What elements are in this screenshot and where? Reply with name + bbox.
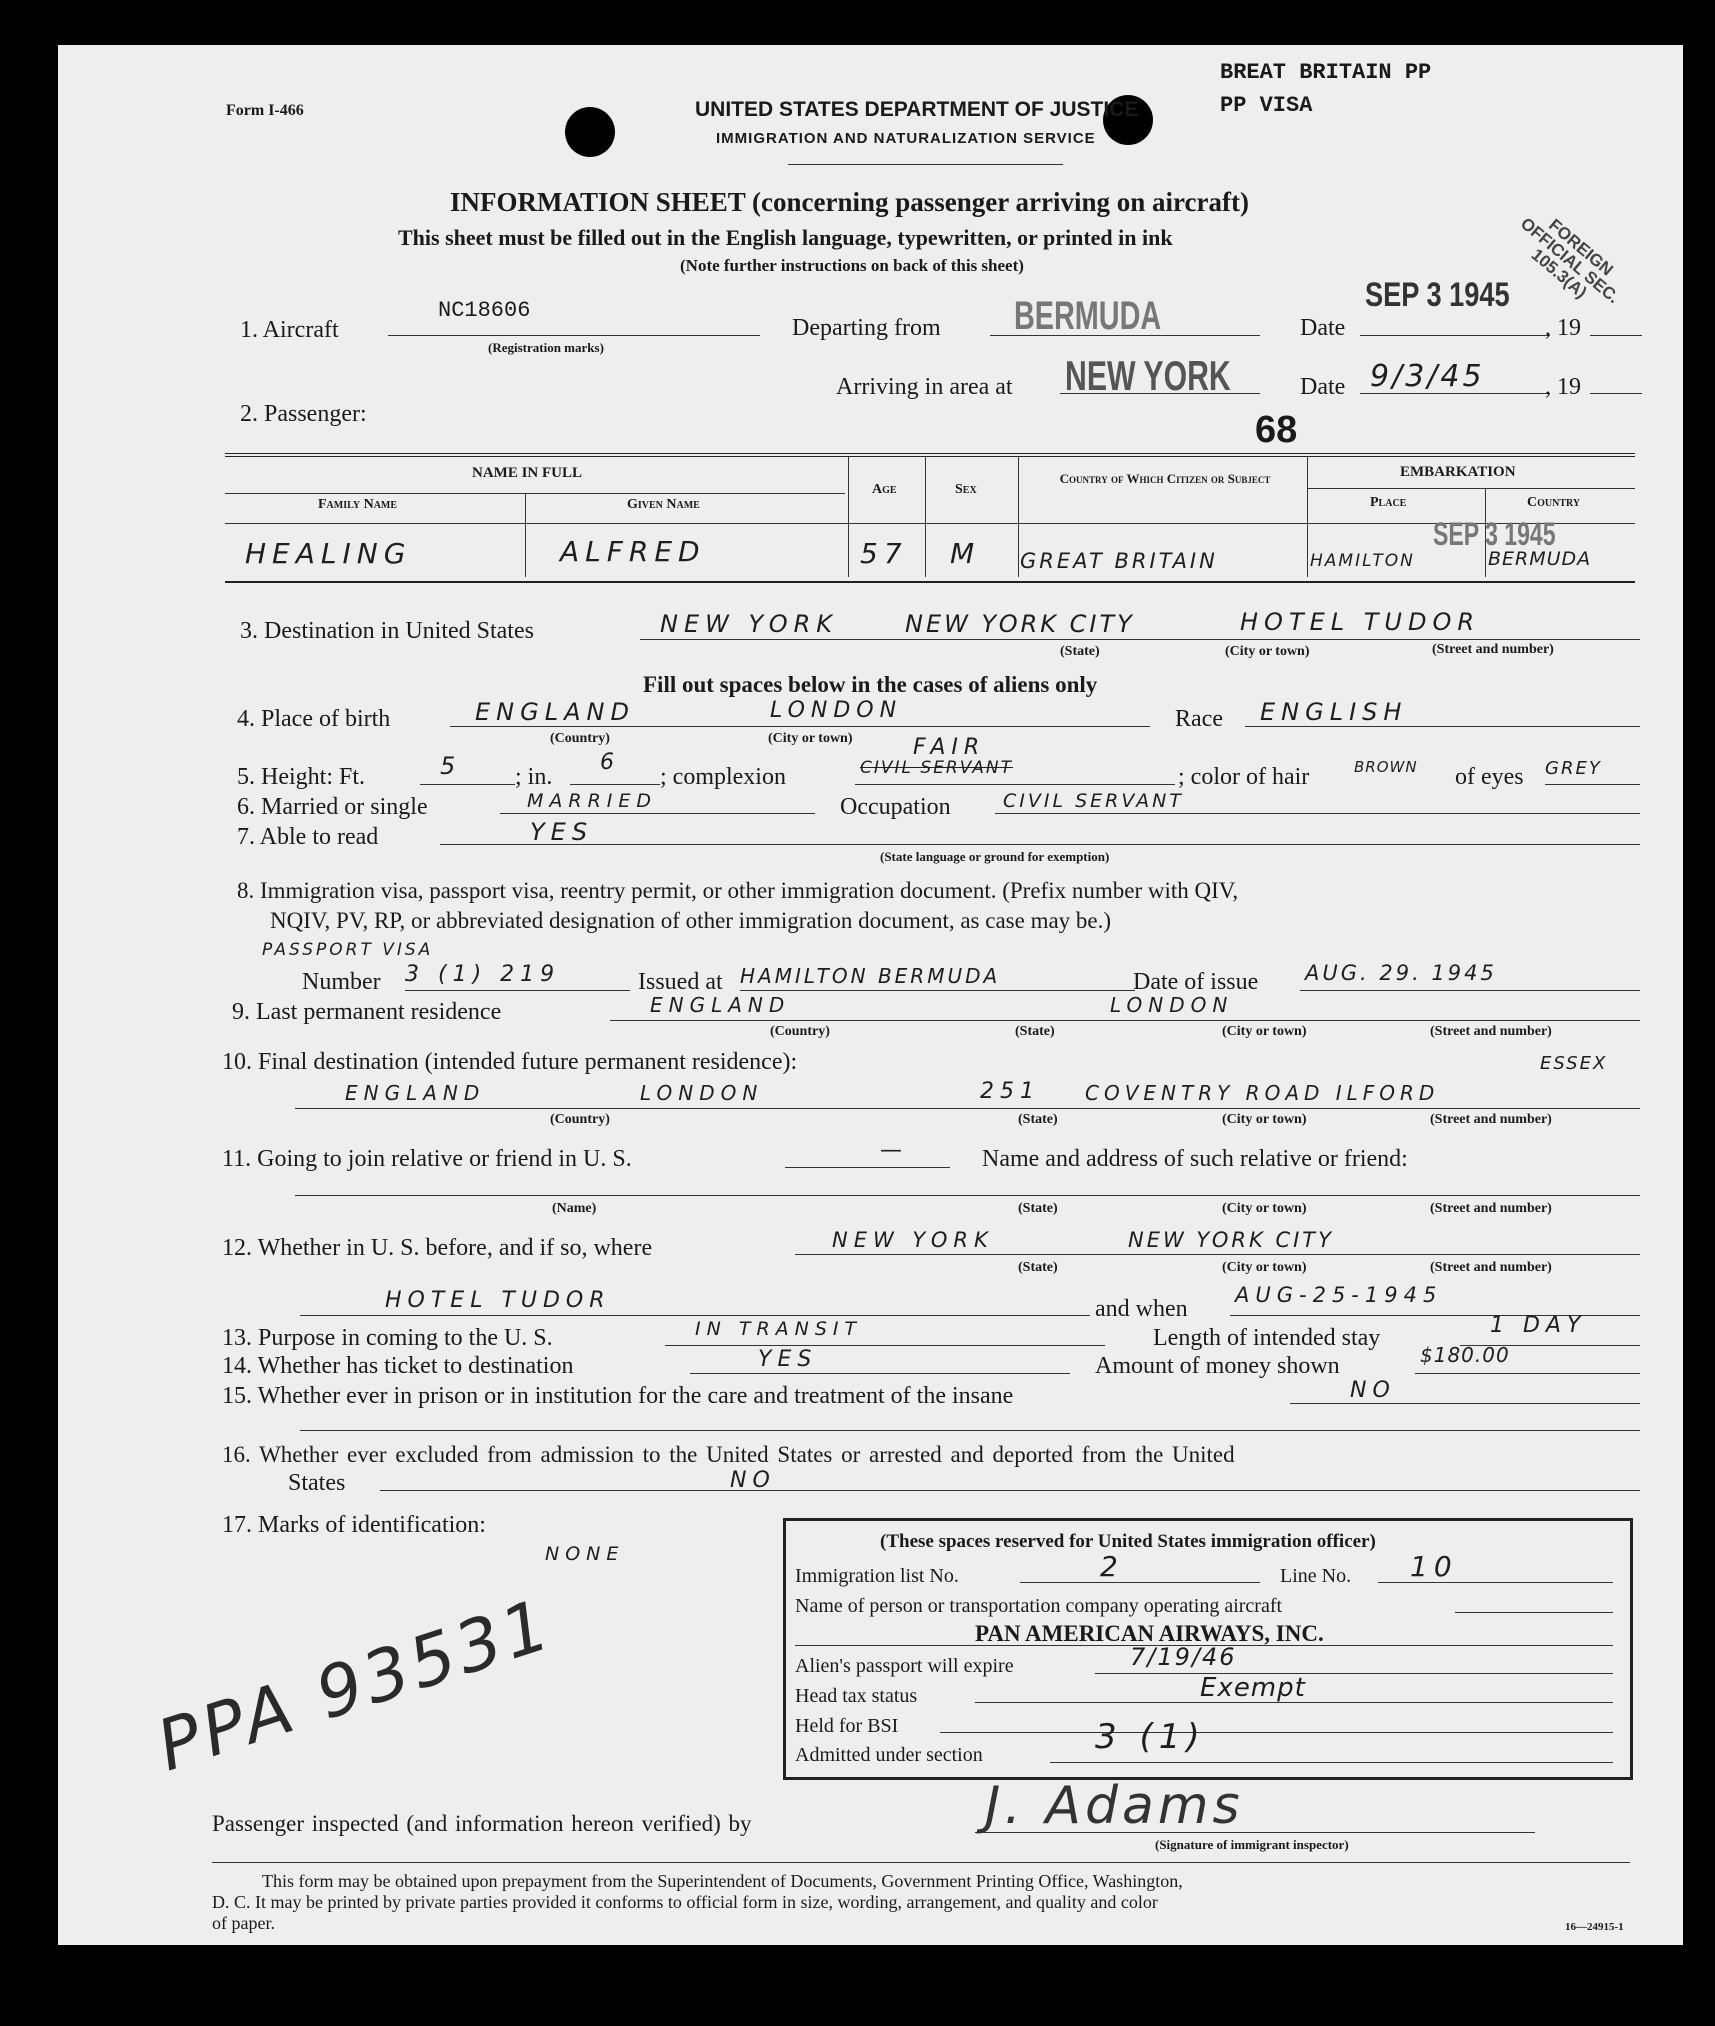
passenger-count: 68 [1255, 409, 1298, 451]
final-country-caption: (Country) [550, 1112, 610, 1127]
prison-extra-line [300, 1430, 1640, 1431]
tax-line [975, 1702, 1613, 1703]
before-street-line [300, 1315, 1090, 1316]
inspected-label: Passenger inspected (and information hereon verified) by [212, 1811, 752, 1836]
height-in-label: ; in. [515, 764, 553, 790]
family-name-header: Family Name [318, 497, 398, 512]
footer-line-1: This form may be obtained upon prepayment from the Superintendent of Documents, Government Printing Office, Washington, [262, 1871, 1183, 1891]
service-title: IMMIGRATION AND NATURALIZATION SERVICE [716, 130, 1096, 147]
before-when: AUG-25-1945 [1235, 1283, 1443, 1307]
sheet-title: INFORMATION SHEET (concerning passenger arriving on aircraft) [450, 187, 1249, 217]
table-embark-rule [1307, 488, 1635, 489]
list-line [1020, 1582, 1260, 1583]
destination-street-caption: (Street and number) [1432, 642, 1554, 657]
complexion-line [855, 784, 1175, 785]
embark-country-value: BERMUDA [1488, 548, 1592, 570]
sex-header: Sex [955, 482, 977, 497]
registration-caption: (Registration marks) [488, 340, 604, 355]
residence-street-caption: (Street and number) [1430, 1024, 1552, 1039]
join-name-label: Name and address of such relative or friend: [982, 1146, 1408, 1172]
document-number-line [405, 990, 630, 991]
join-label: 11. Going to join relative or friend in U. S. [222, 1146, 632, 1172]
hair-label: ; color of hair [1178, 764, 1310, 790]
final-city-caption: (City or town) [1222, 1112, 1307, 1127]
family-name-value: HEALING [245, 537, 412, 570]
birth-city: LONDON [770, 698, 903, 723]
issued-at-value: HAMILTON BERMUDA [740, 964, 1001, 988]
birth-line [450, 726, 1150, 727]
header-rule [788, 164, 1063, 165]
marks-side-note: PPA 93531 [147, 1582, 563, 1788]
destination-state: NEW YORK [660, 610, 839, 638]
line-label: Line No. [1280, 1565, 1352, 1587]
destination-state-caption: (State) [1060, 644, 1100, 659]
punch-hole-left [565, 107, 615, 157]
ticket-label: 14. Whether has ticket to destination [222, 1353, 574, 1379]
given-name-value: ALFRED [560, 535, 706, 568]
document-label-1: 8. Immigration visa, passport visa, reentry permit, or other immigration document. (Prefix number with QIV, [237, 878, 1239, 903]
excluded-label-1: 16. Whether ever excluded from admission to the United States or arrested and deported from the United [222, 1442, 1235, 1467]
prison-label: 15. Whether ever in prison or in institution for the care and treatment of the insane [222, 1383, 1014, 1409]
bsi-label: Held for BSI [795, 1715, 899, 1737]
citizen-value: GREAT BRITAIN [1020, 549, 1218, 573]
destination-line [640, 639, 1640, 640]
residence-country: ENGLAND [650, 993, 791, 1017]
ticket-line [690, 1373, 1070, 1374]
citizen-header: Country of Which Citizen or Subject [1059, 471, 1271, 486]
sheet-note: (Note further instructions on back of this sheet) [680, 256, 1024, 275]
marks-value: NONE [545, 1543, 625, 1565]
stay-label: Length of intended stay [1153, 1325, 1381, 1351]
arriving-value: NEW YORK [1065, 352, 1231, 399]
company-label: Name of person or transportation company operating aircraft [795, 1595, 1283, 1617]
prison-line [1290, 1403, 1640, 1404]
stay-value: 1 DAY [1490, 1313, 1587, 1338]
table-col-4 [1018, 457, 1019, 577]
document-number-label: Number [302, 969, 381, 995]
table-col-2 [848, 457, 849, 577]
department-title: UNITED STATES DEPARTMENT OF JUSTICE [695, 98, 1139, 121]
read-caption: (State language or ground for exemption) [880, 849, 1110, 864]
place-header: Place [1370, 495, 1407, 510]
aliens-heading: Fill out spaces below in the cases of aliens only [643, 672, 1098, 697]
join-address-line [295, 1195, 1640, 1196]
country-header: Country [1527, 495, 1581, 510]
residence-line [610, 1020, 1640, 1021]
before-street: HOTEL TUDOR [385, 1288, 611, 1313]
height-inches: 6 [600, 750, 620, 775]
final-city: 251 [980, 1079, 1040, 1104]
height-feet: 5 [440, 752, 462, 780]
footer-line-2: D. C. It may be printed by private parties provided it conforms to official form in size, wording, arrangement, and quality and color [212, 1892, 1158, 1912]
race-line [1245, 726, 1640, 727]
before-when-label: and when [1095, 1296, 1188, 1322]
arrival-date-line [1360, 393, 1550, 394]
aircraft-label: 1. Aircraft [240, 317, 339, 343]
table-header-rule [225, 523, 1635, 524]
sex-value: M [950, 537, 981, 570]
departing-label: Departing from [792, 315, 941, 341]
final-county: ESSEX [1540, 1053, 1608, 1074]
embarkation-header: EMBARKATION [1400, 464, 1516, 480]
aircraft-line [388, 335, 760, 336]
aircraft-registration: NC18606 [438, 298, 531, 323]
birth-country-caption: (Country) [550, 731, 610, 746]
departure-date-stamp: SEP 3 1945 [1365, 276, 1510, 314]
date-issue-line [1300, 990, 1640, 991]
complexion-label: ; complexion [660, 764, 786, 790]
footer-code: 16—24915-1 [1565, 1921, 1624, 1933]
destination-city: NEW YORK CITY [905, 610, 1135, 638]
destination-label: 3. Destination in United States [240, 618, 534, 644]
document-type: PASSPORT VISA [262, 940, 434, 960]
race-value: ENGLISH [1260, 698, 1408, 726]
passport-label: Alien's passport will expire [795, 1655, 1014, 1677]
admitted-line [1050, 1762, 1613, 1763]
passenger-label: 2. Passenger: [240, 401, 367, 427]
document-label-2: NQIV, PV, RP, or abbreviated designation of other immigration document, as case may be.) [270, 908, 1112, 933]
departing-value: BERMUDA [1014, 294, 1162, 338]
inspector-signature: J. Adams [985, 1776, 1244, 1836]
footer-rule [212, 1862, 1630, 1863]
complexion-struck: CIVIL SERVANT [860, 758, 1013, 778]
corner-line-2: PP VISA [1220, 93, 1313, 118]
join-city-caption: (City or town) [1222, 1201, 1307, 1216]
destination-street: HOTEL TUDOR [1240, 608, 1481, 636]
departure-year: , 19 [1545, 315, 1581, 341]
occupation-line [995, 813, 1640, 814]
final-state-caption: (State) [1018, 1112, 1058, 1127]
residence-city-caption: (City or town) [1222, 1024, 1307, 1039]
race-label: Race [1175, 706, 1223, 732]
marks-label: 17. Marks of identification: [222, 1512, 486, 1538]
passport-line [1095, 1673, 1613, 1674]
footer-line-3: of paper. [212, 1913, 275, 1933]
marital-line [500, 813, 815, 814]
marital-label: 6. Married or single [237, 794, 428, 820]
before-state-caption: (State) [1018, 1260, 1058, 1275]
signature-line [975, 1832, 1535, 1833]
height-inches-line [570, 784, 660, 785]
sheet-instruction: This sheet must be filled out in the English language, typewritten, or printed in ink [398, 225, 1173, 250]
height-feet-line [420, 784, 515, 785]
age-value: 57 [860, 537, 908, 570]
join-value: — [880, 1138, 908, 1163]
birth-country: ENGLAND [475, 698, 635, 726]
residence-state-caption: (State) [1015, 1024, 1055, 1039]
list-value: 2 [1100, 1550, 1124, 1583]
corner-line-1: BREAT BRITAIN PP [1220, 60, 1432, 85]
date-issue-value: AUG. 29. 1945 [1305, 961, 1497, 985]
occupation-value: CIVIL SERVANT [1003, 790, 1184, 812]
departure-date-label: Date [1300, 315, 1346, 341]
arrival-date-value: 9/3/45 [1370, 359, 1485, 394]
eyes-value: GREY [1545, 758, 1602, 779]
purpose-label: 13. Purpose in coming to the U. S. [222, 1325, 553, 1351]
embark-place-value: HAMILTON [1310, 551, 1415, 571]
arrival-year: , 19 [1545, 374, 1581, 400]
purpose-line [665, 1345, 1105, 1346]
join-street-caption: (Street and number) [1430, 1201, 1552, 1216]
before-city-caption: (City or town) [1222, 1260, 1307, 1275]
form-number: Form I-466 [226, 102, 304, 119]
residence-city: LONDON [1110, 993, 1234, 1017]
final-country: ENGLAND [345, 1081, 486, 1105]
tax-value: Exempt [1200, 1673, 1306, 1703]
before-state: NEW YORK [832, 1228, 994, 1252]
join-line [785, 1167, 950, 1168]
departure-year-line [1590, 335, 1642, 336]
join-name-caption: (Name) [552, 1201, 597, 1216]
line-value: 10 [1410, 1550, 1458, 1583]
ticket-value: YES [758, 1347, 818, 1372]
money-value: $180.00 [1420, 1343, 1510, 1367]
issued-at-label: Issued at [638, 969, 723, 995]
final-line [295, 1108, 1640, 1109]
excluded-value: NO [730, 1468, 776, 1493]
eyes-label: of eyes [1455, 764, 1524, 790]
hair-value: BROWN [1354, 758, 1418, 776]
signature-caption: (Signature of immigrant inspector) [1155, 1837, 1349, 1852]
list-label: Immigration list No. [795, 1565, 959, 1587]
company-value: PAN AMERICAN AIRWAYS, INC. [975, 1621, 1324, 1646]
residence-country-caption: (Country) [770, 1024, 830, 1039]
date-issue-label: Date of issue [1133, 969, 1259, 995]
before-city: NEW YORK CITY [1128, 1228, 1334, 1252]
company-line [1455, 1612, 1613, 1613]
marital-value: MARRIED [527, 790, 658, 812]
age-header: Age [872, 482, 897, 497]
admitted-value: 3 (1) [1095, 1717, 1206, 1757]
arriving-label: Arriving in area at [836, 374, 1013, 400]
officer-heading: (These spaces reserved for United States immigration officer) [880, 1531, 1376, 1552]
departure-date-line [1360, 335, 1550, 336]
birth-city-caption: (City or town) [768, 731, 853, 746]
excluded-line [380, 1490, 1640, 1491]
prison-value: NO [1350, 1378, 1396, 1403]
money-label: Amount of money shown [1095, 1353, 1340, 1379]
departing-line [990, 335, 1260, 336]
tax-label: Head tax status [795, 1685, 918, 1707]
height-label: 5. Height: Ft. [237, 764, 366, 790]
table-col-1 [525, 493, 526, 577]
before-line [795, 1254, 1640, 1255]
complexion-value: FAIR [913, 735, 986, 760]
eyes-line [1545, 784, 1640, 785]
read-label: 7. Able to read [237, 824, 379, 850]
final-street: COVENTRY ROAD ILFORD [1085, 1081, 1440, 1105]
table-col-3 [925, 457, 926, 577]
admitted-label: Admitted under section [795, 1744, 983, 1766]
embark-date-stamp: SEP 3 1945 [1433, 516, 1556, 552]
read-line [440, 844, 1640, 845]
before-label: 12. Whether in U. S. before, and if so, where [222, 1235, 653, 1261]
foreign-official-stamp: FOREIGN OFFICIAL SEC. 105.3(A) [1516, 213, 1624, 308]
passport-value: 7/19/46 [1130, 1643, 1237, 1671]
final-state: LONDON [640, 1081, 764, 1105]
given-name-header: Given Name [627, 497, 700, 512]
purpose-value: IN TRANSIT [695, 1318, 863, 1340]
excluded-label-2: States [288, 1470, 346, 1496]
bsi-line [940, 1732, 1613, 1733]
before-street-caption: (Street and number) [1430, 1260, 1552, 1275]
final-label: 10. Final destination (intended future permanent residence): [222, 1049, 798, 1075]
document-number: 3 (1) 219 [405, 962, 561, 987]
arriving-line [1060, 393, 1260, 394]
table-col-5 [1307, 457, 1308, 577]
issued-at-line [740, 990, 1135, 991]
line-line [1378, 1582, 1613, 1583]
destination-city-caption: (City or town) [1225, 644, 1310, 659]
join-state-caption: (State) [1018, 1201, 1058, 1216]
name-in-full-header: NAME IN FULL [472, 465, 583, 481]
money-line [1415, 1373, 1640, 1374]
arrival-year-line [1590, 393, 1642, 394]
arrival-date-label: Date [1300, 374, 1346, 400]
occupation-label: Occupation [840, 794, 951, 820]
residence-label: 9. Last permanent residence [232, 999, 502, 1025]
final-street-caption: (Street and number) [1430, 1112, 1552, 1127]
read-value: YES [530, 818, 594, 846]
birth-label: 4. Place of birth [237, 706, 391, 732]
table-name-rule [225, 493, 845, 494]
